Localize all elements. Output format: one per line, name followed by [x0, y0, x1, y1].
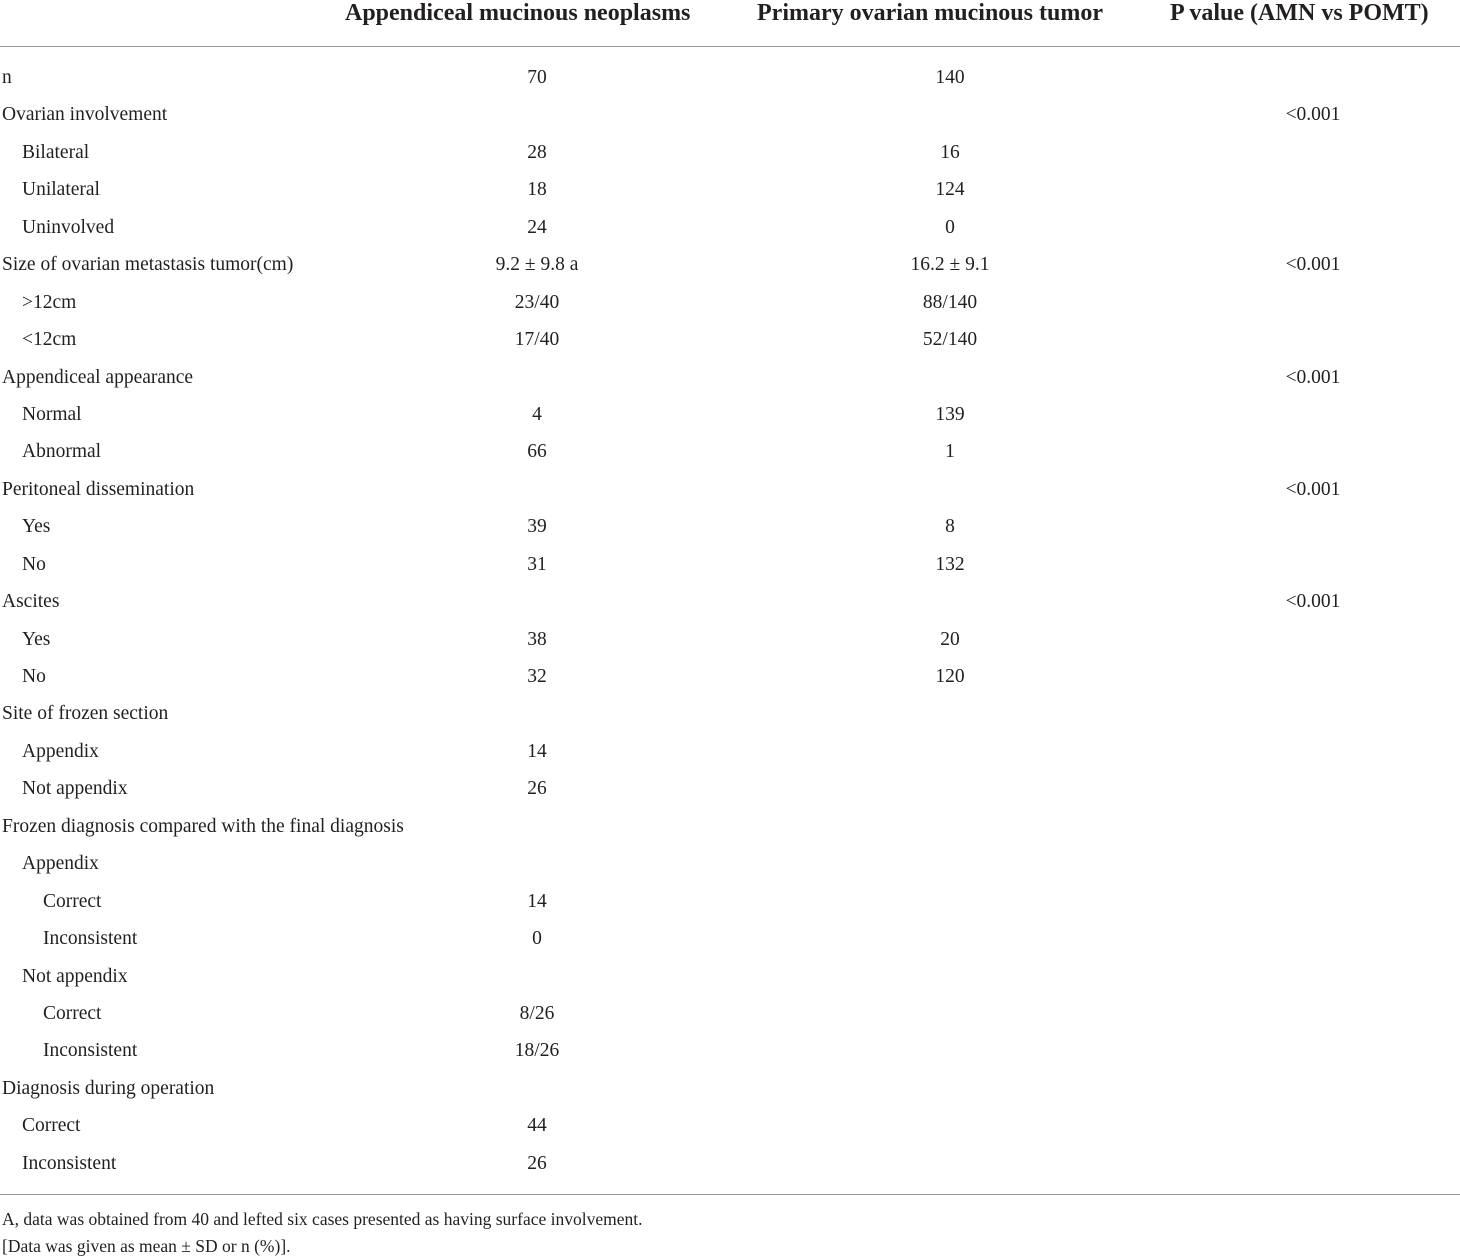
row-label: Diagnosis during operation — [2, 1077, 215, 1099]
table-row — [0, 621, 1460, 658]
row-label: Appendix — [22, 853, 99, 875]
row-label: Ascites — [2, 591, 60, 613]
value-p: <0.001 — [1285, 254, 1341, 276]
row-label: Correct — [43, 1002, 102, 1024]
row-label: Size of ovarian metastasis tumor(cm) — [2, 254, 294, 276]
value-pomt: 139 — [935, 403, 965, 425]
table-row — [0, 134, 1460, 171]
table-row — [0, 770, 1460, 807]
value-amn: 32 — [527, 666, 547, 687]
value-amn: 31 — [527, 553, 547, 575]
table-row — [0, 96, 1460, 133]
row-label: >12cm — [22, 291, 77, 313]
value-pomt: 8 — [945, 516, 955, 538]
table-row — [0, 1145, 1460, 1182]
value-amn: 44 — [527, 1115, 547, 1137]
table-row — [0, 508, 1460, 545]
row-label: Not appendix — [22, 778, 128, 800]
table-row — [0, 546, 1460, 583]
value-amn: 4 — [532, 403, 542, 425]
row-label: Not appendix — [22, 965, 128, 987]
table-row — [0, 658, 1460, 695]
value-amn: 66 — [527, 441, 547, 463]
table-row — [0, 695, 1460, 732]
value-pomt: 124 — [935, 179, 965, 201]
value-pomt: 140 — [935, 67, 965, 88]
table-row — [0, 59, 1460, 96]
table-row — [0, 433, 1460, 470]
table-row — [0, 733, 1460, 770]
row-label: Abnormal — [22, 441, 102, 463]
value-p: <0.001 — [1285, 591, 1341, 613]
header-primary-ovarian-mucinous-tumor: Primary ovarian mucinous tumor — [757, 0, 1103, 26]
table-row — [0, 583, 1460, 620]
row-label: Yes — [22, 628, 51, 650]
table-row — [0, 171, 1460, 208]
row-label: Unilateral — [22, 179, 100, 201]
row-label: Frozen diagnosis compared with the final diagnosis — [2, 815, 404, 837]
row-label: Inconsistent — [43, 928, 138, 950]
row-label: Inconsistent — [43, 1040, 138, 1062]
value-amn: 9.2 ± 9.8 a — [495, 254, 579, 276]
value-pomt: 16.2 ± 9.1 — [910, 254, 990, 276]
table-row — [0, 845, 1460, 882]
value-amn: 17/40 — [514, 329, 560, 351]
value-amn: 14 — [527, 890, 547, 912]
footnote-a: A, data was obtained from 40 and lefted six cases presented as having surface involvement. — [2, 1209, 643, 1229]
row-label: <12cm — [22, 329, 77, 351]
value-amn: 0 — [532, 928, 542, 950]
row-label: Uninvolved — [22, 216, 115, 238]
header-appendiceal-mucinous-neoplasms: Appendiceal mucinous neoplasms — [345, 0, 691, 26]
value-amn: 18/26 — [514, 1040, 560, 1062]
row-label: n — [2, 67, 12, 88]
value-amn: 24 — [527, 216, 547, 238]
table-row — [0, 471, 1460, 508]
value-amn: 26 — [527, 778, 547, 800]
row-label: Site of frozen section — [2, 703, 169, 725]
footnote-data-format: [Data was given as mean ± SD or n (%)]. — [2, 1236, 291, 1256]
table-row — [0, 246, 1460, 283]
row-label: Yes — [22, 516, 51, 538]
table-row — [0, 396, 1460, 433]
value-p: <0.001 — [1285, 366, 1341, 388]
table-row — [0, 808, 1460, 845]
table-row — [0, 1070, 1460, 1107]
table-row — [0, 1032, 1460, 1069]
table-row — [0, 920, 1460, 957]
table-row — [0, 883, 1460, 920]
table-footnotes — [0, 1194, 1460, 1260]
value-pomt: 0 — [945, 216, 955, 238]
value-p: <0.001 — [1285, 478, 1341, 500]
table-row — [0, 958, 1460, 995]
value-amn: 23/40 — [514, 291, 560, 313]
row-label: No — [22, 553, 46, 575]
value-pomt: 52/140 — [922, 329, 978, 351]
value-amn: 38 — [527, 628, 547, 650]
value-amn: 18 — [527, 179, 547, 201]
row-label: Correct — [43, 890, 102, 912]
row-label: Correct — [22, 1115, 81, 1137]
row-label: Appendix — [22, 740, 99, 762]
row-label: Appendiceal appearance — [2, 366, 194, 388]
value-pomt: 88/140 — [922, 291, 978, 313]
table-row — [0, 1107, 1460, 1144]
value-pomt: 120 — [935, 666, 965, 687]
row-label: Peritoneal dissemination — [2, 478, 195, 500]
row-label: No — [22, 666, 46, 687]
table-header — [0, 0, 1460, 47]
row-label: Bilateral — [22, 141, 90, 163]
value-pomt: 20 — [940, 628, 960, 650]
value-pomt: 1 — [945, 441, 955, 463]
value-amn: 14 — [527, 740, 547, 762]
header-p-value: P value (AMN vs POMT) — [1170, 0, 1429, 26]
table-row — [0, 284, 1460, 321]
table-row — [0, 359, 1460, 396]
value-amn: 70 — [527, 67, 547, 88]
value-p: <0.001 — [1285, 104, 1341, 126]
value-pomt: 132 — [935, 553, 965, 575]
value-pomt: 16 — [940, 141, 960, 163]
value-amn: 28 — [527, 141, 547, 163]
value-amn: 26 — [527, 1152, 547, 1174]
table-row — [0, 209, 1460, 246]
table-row — [0, 321, 1460, 358]
row-label: Inconsistent — [22, 1152, 117, 1174]
row-label: Ovarian involvement — [2, 104, 168, 126]
row-label: Normal — [22, 403, 82, 425]
table-body — [0, 59, 1460, 1182]
table-row — [0, 995, 1460, 1032]
value-amn: 39 — [527, 516, 547, 538]
value-amn: 8/26 — [519, 1002, 555, 1024]
